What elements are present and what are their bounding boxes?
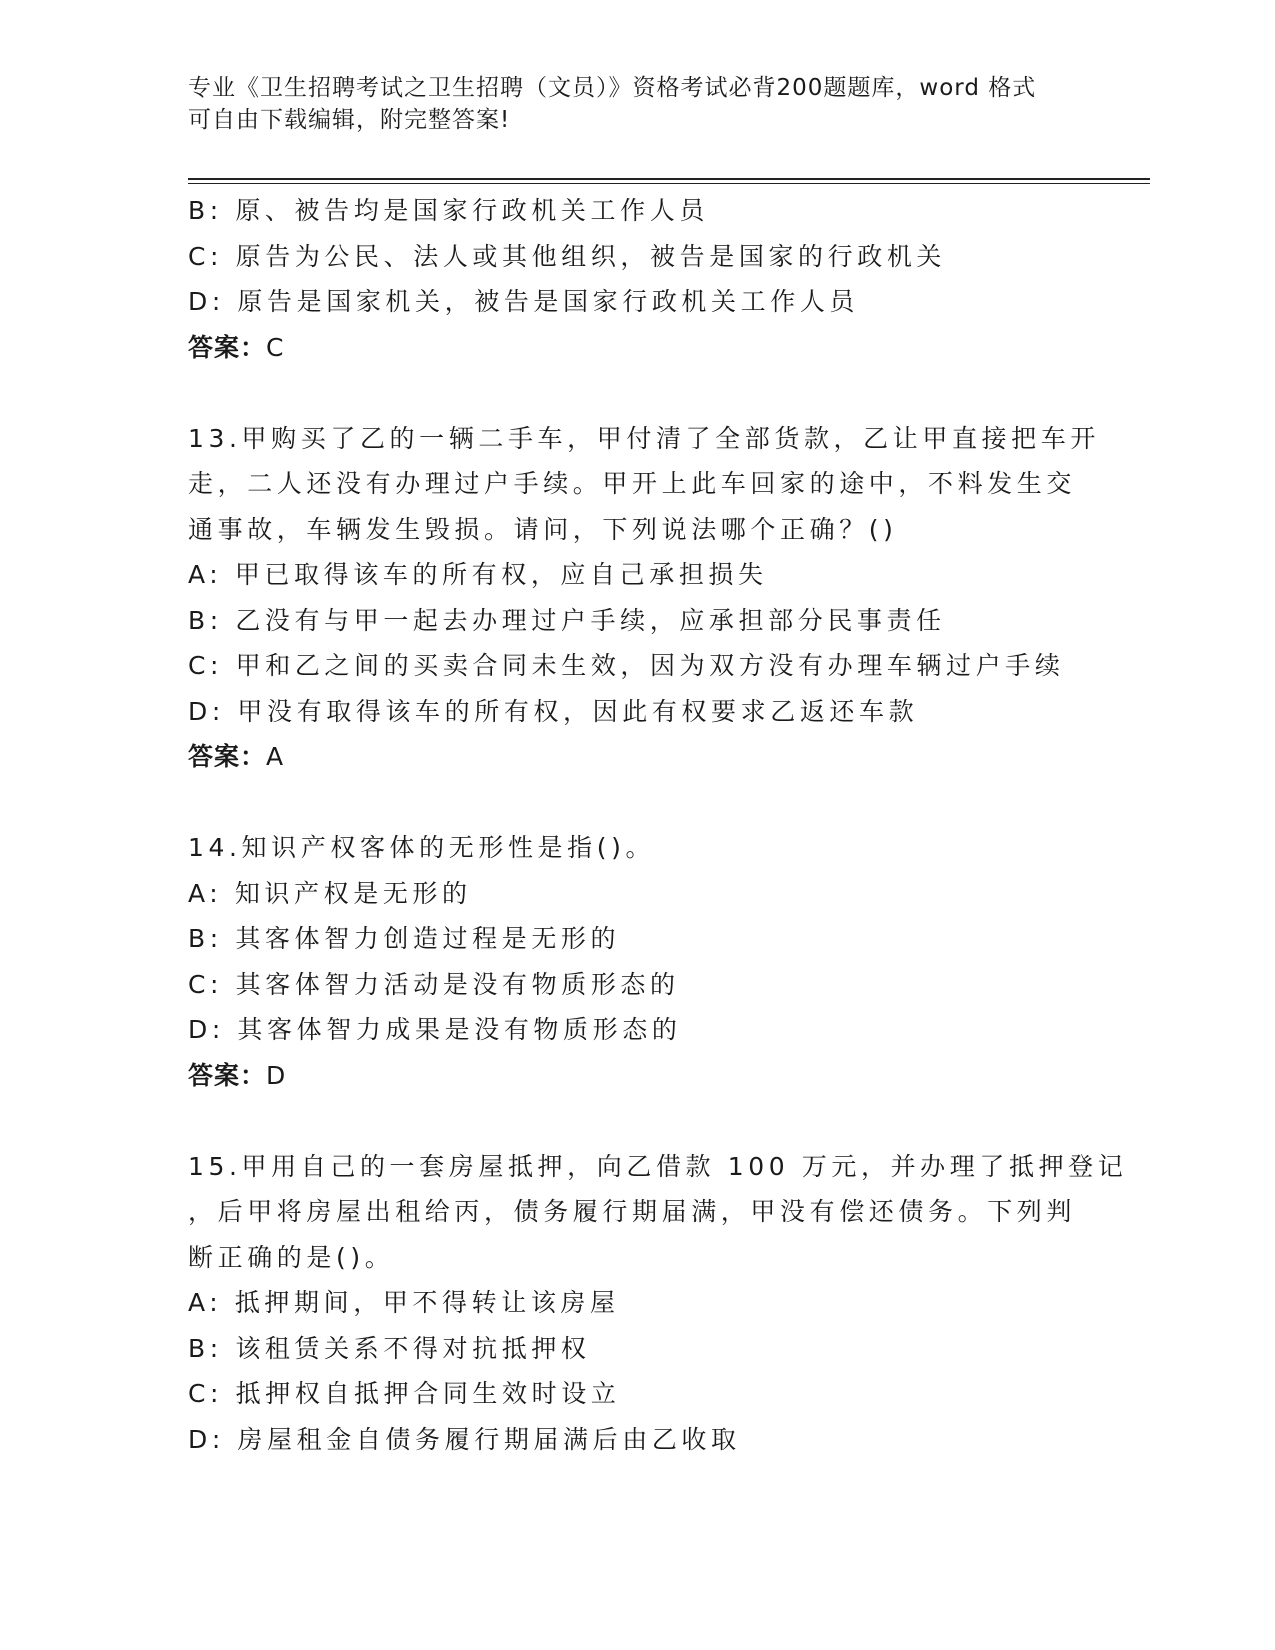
question-stem-line: 走，二人还没有办理过户手续。甲开上此车回家的途中，不料发生交 (188, 469, 1077, 498)
answer-value: D (266, 1060, 287, 1090)
header-rule-thin (188, 183, 1150, 184)
option-a: A: 甲已取得该车的所有权，应自己承担损失 (188, 560, 768, 589)
option-b: B: 其客体智力创造过程是无形的 (188, 924, 621, 953)
answer-line (188, 325, 1088, 371)
question-12 (188, 188, 1088, 370)
option-b: B: 原、被告均是国家行政机关工作人员 (188, 196, 709, 225)
option-b: B: 乙没有与甲一起去办理过户手续，应承担部分民事责任 (188, 605, 946, 635)
option-a: A: 知识产权是无形的 (188, 878, 472, 908)
answer-value: A (266, 742, 285, 771)
option-d: D: 甲没有取得该车的所有权，因此有权要求乙返还车款 (188, 696, 919, 726)
question-content (188, 188, 1128, 1462)
question-stem-line: ，后甲将房屋出租给丙，债务履行期届满，甲没有偿还债务。下列判 (188, 1197, 1077, 1226)
document-header (188, 72, 1088, 136)
answer-label: 答案： (188, 1060, 267, 1090)
question-15 (188, 1144, 1128, 1463)
header-line-2: 可自由下载编辑，附完整答案! (188, 107, 511, 133)
header-line-1: 专业《卫生招聘考试之卫生招聘（文员）》资格考试必背200题题库，word 格式 (188, 75, 1037, 101)
answer-value: C (266, 332, 285, 362)
header-rule-thick (188, 178, 1150, 180)
answer-label: 答案： (188, 742, 267, 771)
question-stem-line: 断正确的是()。 (188, 1242, 395, 1272)
question-13 (188, 416, 1100, 780)
option-a: A: 抵押期间，甲不得转让该房屋 (188, 1288, 620, 1317)
answer-label: 答案： (188, 332, 267, 362)
question-stem-line: 13.甲购买了乙的一辆二手车，甲付清了全部货款，乙让甲直接把车开 (188, 423, 1100, 453)
option-c: C: 甲和乙之间的买卖合同未生效，因为双方没有办理车辆过户手续 (188, 651, 1065, 680)
answer-line (188, 734, 1088, 780)
question-stem-line: 14.知识产权客体的无形性是指()。 (188, 833, 656, 862)
option-d: D: 其客体智力成果是没有物质形态的 (188, 1015, 682, 1044)
option-b: B: 该租赁关系不得对抗抵押权 (188, 1333, 591, 1363)
option-c: C: 其客体智力活动是没有物质形态的 (188, 969, 680, 999)
option-c: C: 抵押权自抵押合同生效时设立 (188, 1379, 621, 1408)
option-d: D: 房屋租金自债务履行期届满后由乙收取 (188, 1424, 741, 1454)
question-stem-line: 15.甲用自己的一套房屋抵押，向乙借款 100 万元，并办理了抵押登记 (188, 1151, 1128, 1181)
answer-line (188, 1053, 1088, 1099)
question-14 (188, 825, 1088, 1098)
question-stem-line: 通事故，车辆发生毁损。请问，下列说法哪个正确？() (188, 514, 898, 544)
option-d: D: 原告是国家机关，被告是国家行政机关工作人员 (188, 287, 860, 316)
option-c: C: 原告为公民、法人或其他组织，被告是国家的行政机关 (188, 241, 947, 271)
